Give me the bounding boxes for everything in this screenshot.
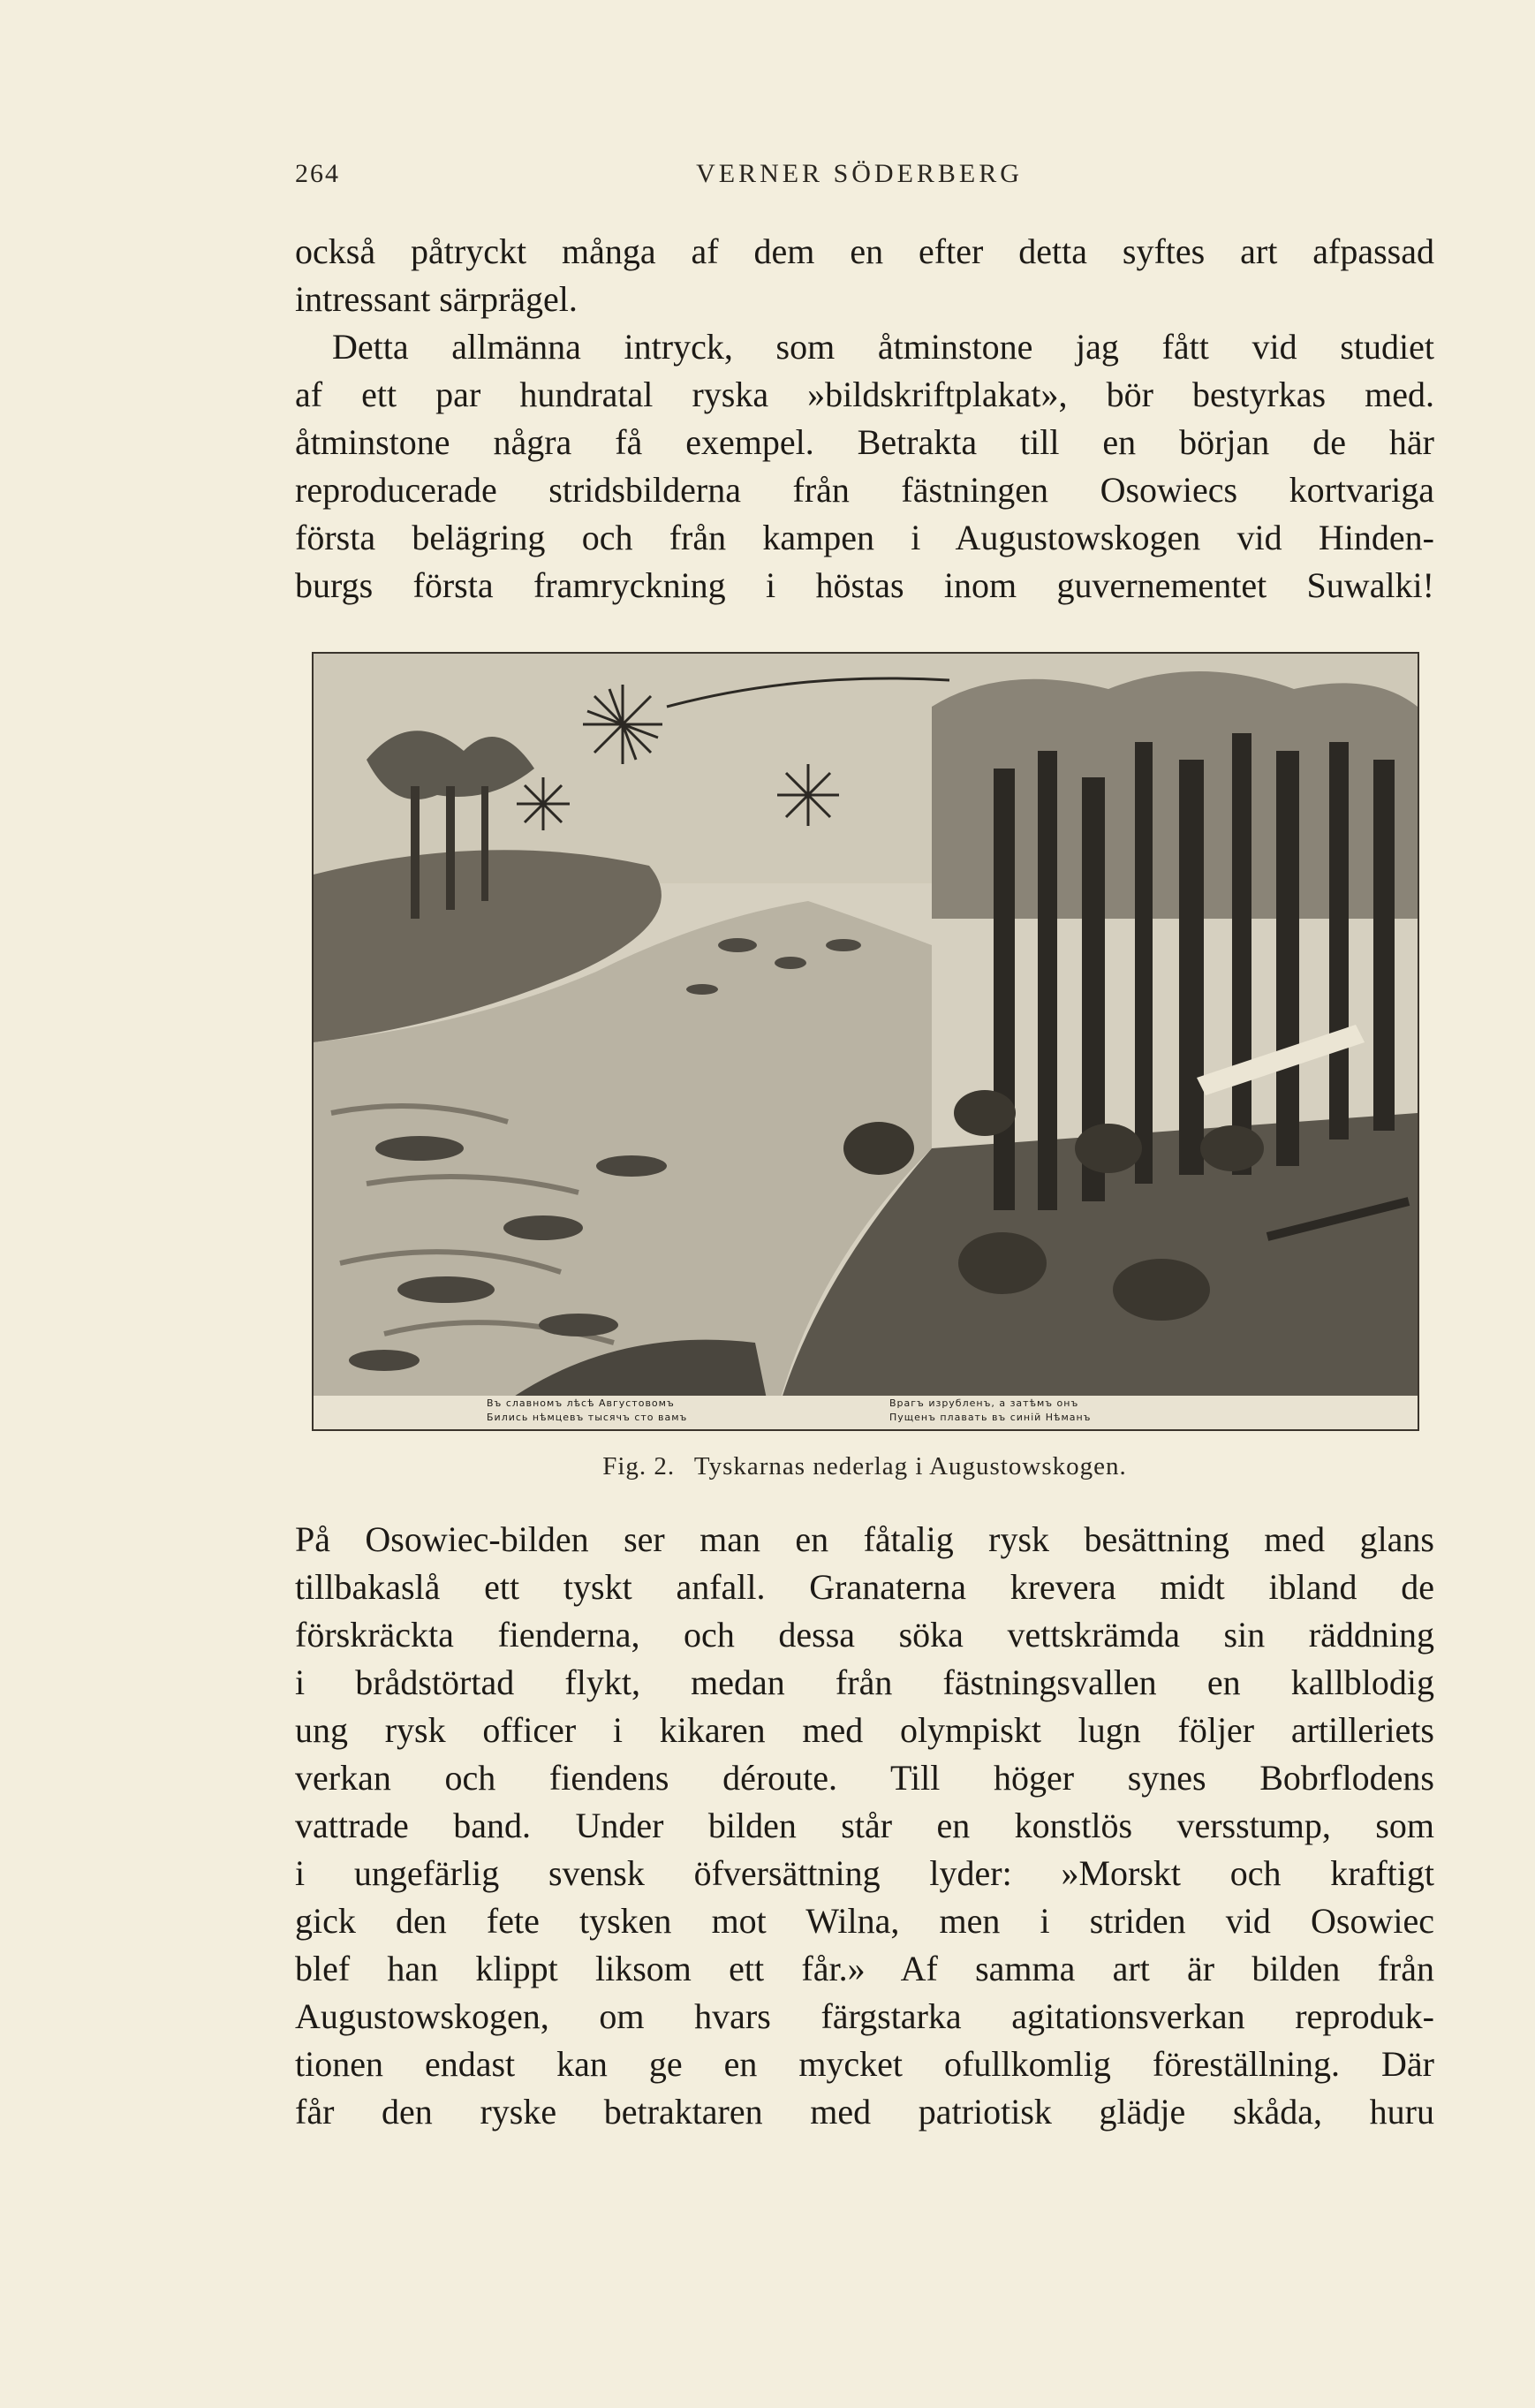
page-header [295, 150, 1424, 194]
text-line: i ungefärlig svensk öfversättning lyder: »Morskt och kraftigt [295, 1853, 1434, 1893]
illustration-verse-left-1: Въ славномъ лѣсѣ Августовомъ [487, 1397, 675, 1409]
paragraph-intro [295, 228, 1434, 610]
text-line: gick den fete tysken mot Wilna, men i striden vid Osowiec [295, 1901, 1434, 1941]
text-line: verkan och fiendens déroute. Till höger synes Bobrflodens [295, 1758, 1434, 1798]
text-line: af ett par hundratal ryska »bildskriftplakat», bör bestyrkas med. [295, 375, 1434, 414]
text-line: åtminstone några få exempel. Betrakta till en början de här [295, 422, 1434, 462]
text-line: tionen endast kan ge en mycket ofullkomlig föreställning. Där [295, 2044, 1434, 2084]
running-title: VERNER SÖDERBERG [696, 159, 1023, 188]
text-line: i brådstörtad flykt, medan från fästningsvallen en kallblodig [295, 1662, 1434, 1702]
text-line: också påtryckt många af dem en efter detta syftes art afpassad [295, 231, 1434, 271]
text-line: Detta allmänna intryck, som åtminstone jag fått vid studiet [332, 327, 1434, 367]
battle-illustration [314, 654, 1418, 1429]
text-line: förskräckta fienderna, och dessa söka vettskrämda sin räddning [295, 1615, 1434, 1655]
text-line: första belägring och från kampen i Augustowskogen vid Hinden- [295, 518, 1434, 557]
illustration-verse-right-2: Пущенъ плавать въ синій Нѣманъ [889, 1412, 1092, 1423]
figure-label: Fig. 2. [602, 1452, 676, 1480]
text-line: får den ryske betraktaren med patriotisk glädje skåda, huru [295, 2092, 1434, 2132]
text-line: reproducerade stridsbilderna från fästningen Osowiecs kortvariga [295, 470, 1434, 510]
illustration-verse-right-1: Врагъ изрубленъ, а затѣмъ онъ [889, 1397, 1079, 1409]
text-line: tillbakaslå ett tyskt anfall. Granaterna krevera midt ibland de [295, 1567, 1434, 1607]
text-line: vattrade band. Under bilden står en konstlös versstump, som [295, 1806, 1434, 1845]
text-line: burgs första framryckning i höstas inom guvernementet Suwalki! [295, 565, 1434, 605]
figure-caption [295, 1452, 1434, 1481]
figure-caption-text: Tyskarnas nederlag i Augustowskogen. [693, 1452, 1127, 1480]
text-line: intressant särprägel. [295, 279, 578, 319]
illustration-verse-left-2: Бились нѣмцевъ тысячъ сто вамъ [487, 1412, 688, 1423]
illustration-augustow-forest [312, 652, 1419, 1431]
text-line: På Osowiec-bilden ser man en fåtalig rysk besättning med glans [295, 1519, 1434, 1559]
text-line: blef han klippt liksom ett får.» Af samma art är bilden från [295, 1949, 1434, 1988]
page-number: 264 [295, 159, 340, 188]
text-line: ung rysk officer i kikaren med olympiskt lugn följer artilleriets [295, 1710, 1434, 1750]
text-line: Augustowskogen, om hvars färgstarka agitationsverkan reproduk- [295, 1996, 1434, 2036]
paragraph-osowiec [295, 1516, 1434, 2136]
